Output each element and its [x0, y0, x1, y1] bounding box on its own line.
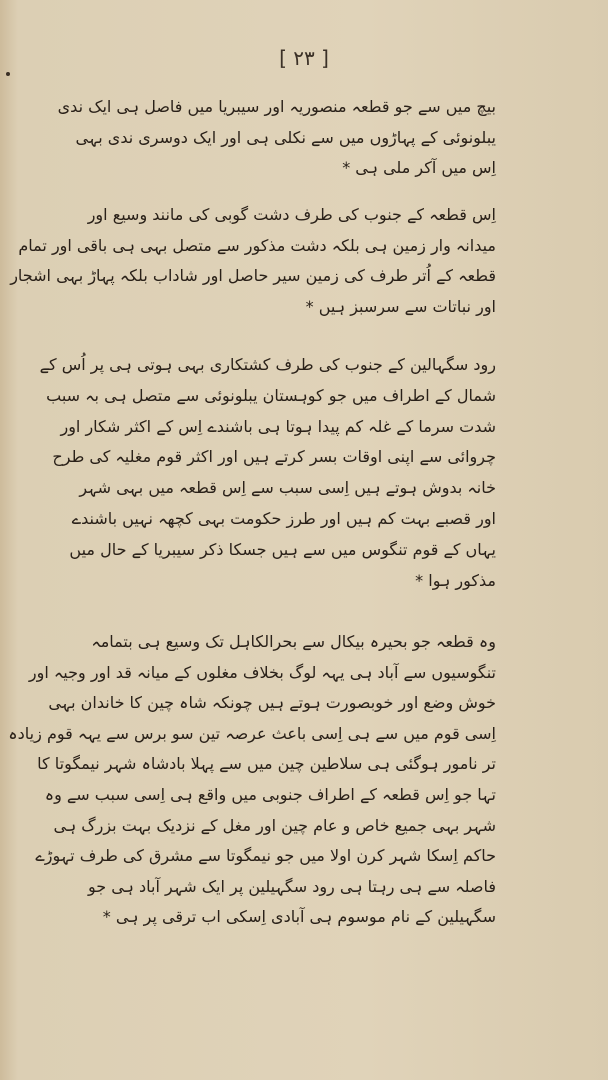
text-line: قطعہ کے اُتر طرف کی زمین سیر حاصل اور شاداب بلکہ پہاڑ بہی اشجار [10, 266, 496, 286]
text-line: اِس میں آکر ملی ہی * [342, 158, 496, 177]
paragraph-1 [57, 92, 496, 184]
text-line: شدت سرما کے غلہ کم پیدا ہوتا ہی باشندے اِس کے اکثر شکار اور [60, 416, 496, 436]
page-number: [ ٢٣ ] [279, 46, 329, 70]
text-line: میدانہ وار زمین ہی بلکہ دشت مذکور سے متصل بہی ہی باقی اور تمام [18, 235, 496, 255]
text-line: تر نامور ہوگئی ہی سلاطین چین میں سے پہلا بادشاہ شہر نیمگوتا کا [37, 754, 496, 774]
text-line: شمال کے اطراف میں جو کوہستان یبلونوئی سے متصل ہی بہ سبب [46, 385, 496, 405]
text-line: اِس قطعہ کے جنوب کی طرف دشت گوبی کی مانند وسیع اور [87, 205, 496, 224]
text-line: تہا جو اِس قطعہ کے اطراف جنوبی میں واقع ہی اِسی سبب سے وہ [44, 784, 496, 804]
paragraph-2 [10, 200, 496, 323]
text-line: شہر بہی جمیع خاص و عام چین اور مغل کے نزدیک بہت بزرگ ہی [53, 815, 496, 835]
text-line: وہ قطعہ جو بحیرہ بیکال سے بحرالکاہل تک وسیع ہی بتمامہ [91, 632, 496, 651]
text-line: بیچ میں سے جو قطعہ منصوریہ اور سیبریا میں فاصل ہی ایک ندی [57, 97, 496, 116]
text-line: یہاں کے قوم تنگوس میں سے ہیں جسکا ذکر سیبریا کے حال میں [69, 539, 496, 559]
text-line: رود سگہالین کے جنوب کی طرف کشتکاری بہی ہوتی ہی پر اُس کے [39, 355, 496, 374]
text-line: اِسی قوم میں سے ہی اِسی باعث عرصہ تین سو برس سے یہہ قوم زیادہ [8, 723, 496, 743]
ink-speck [6, 72, 10, 76]
text-line: اور قصبے بہت کم ہیں اور طرز حکومت بہی کچھہ نہیں باشندے [71, 508, 496, 528]
paragraph-3 [39, 350, 496, 596]
text-line: چروائی سے اپنی اوقات بسر کرتے ہیں اور اکثر قوم مغلیہ کی طرح [52, 447, 496, 467]
text-line: اور نباتات سے سرسبز ہیں * [305, 297, 496, 317]
text-line: سگہیلین کے نام موسوم ہی آبادی اِسکی اب ترقی پر ہی * [102, 907, 496, 927]
text-line: یبلونوئی کے پہاڑوں میں سے نکلی ہی اور ایک دوسری ندی بہی [75, 127, 496, 147]
text-line: خوش وضع اور خوبصورت ہوتے ہیں چونکہ شاہ چین کا خاندان بہی [48, 693, 496, 713]
text-line: حاکم اِسکا شہر کرن اولا میں جو نیمگوتا سے مشرق کی طرف تہوڑے [35, 846, 496, 866]
text-line: فاصلہ سے ہی رہتا ہی رود سگہیلین پر ایک شہر آباد ہی جو [87, 876, 496, 896]
text-line: مذکور ہوا * [415, 570, 496, 590]
text-line: تنگوسیوں سے آباد ہی یہہ لوگ بخلاف مغلوں کے میانہ قد اور وجیہ اور [28, 662, 496, 682]
paragraph-4 [8, 627, 496, 933]
text-line: خانہ بدوش ہوتے ہیں اِسی سبب سے اِس قطعہ میں بہی شہر [79, 478, 496, 498]
